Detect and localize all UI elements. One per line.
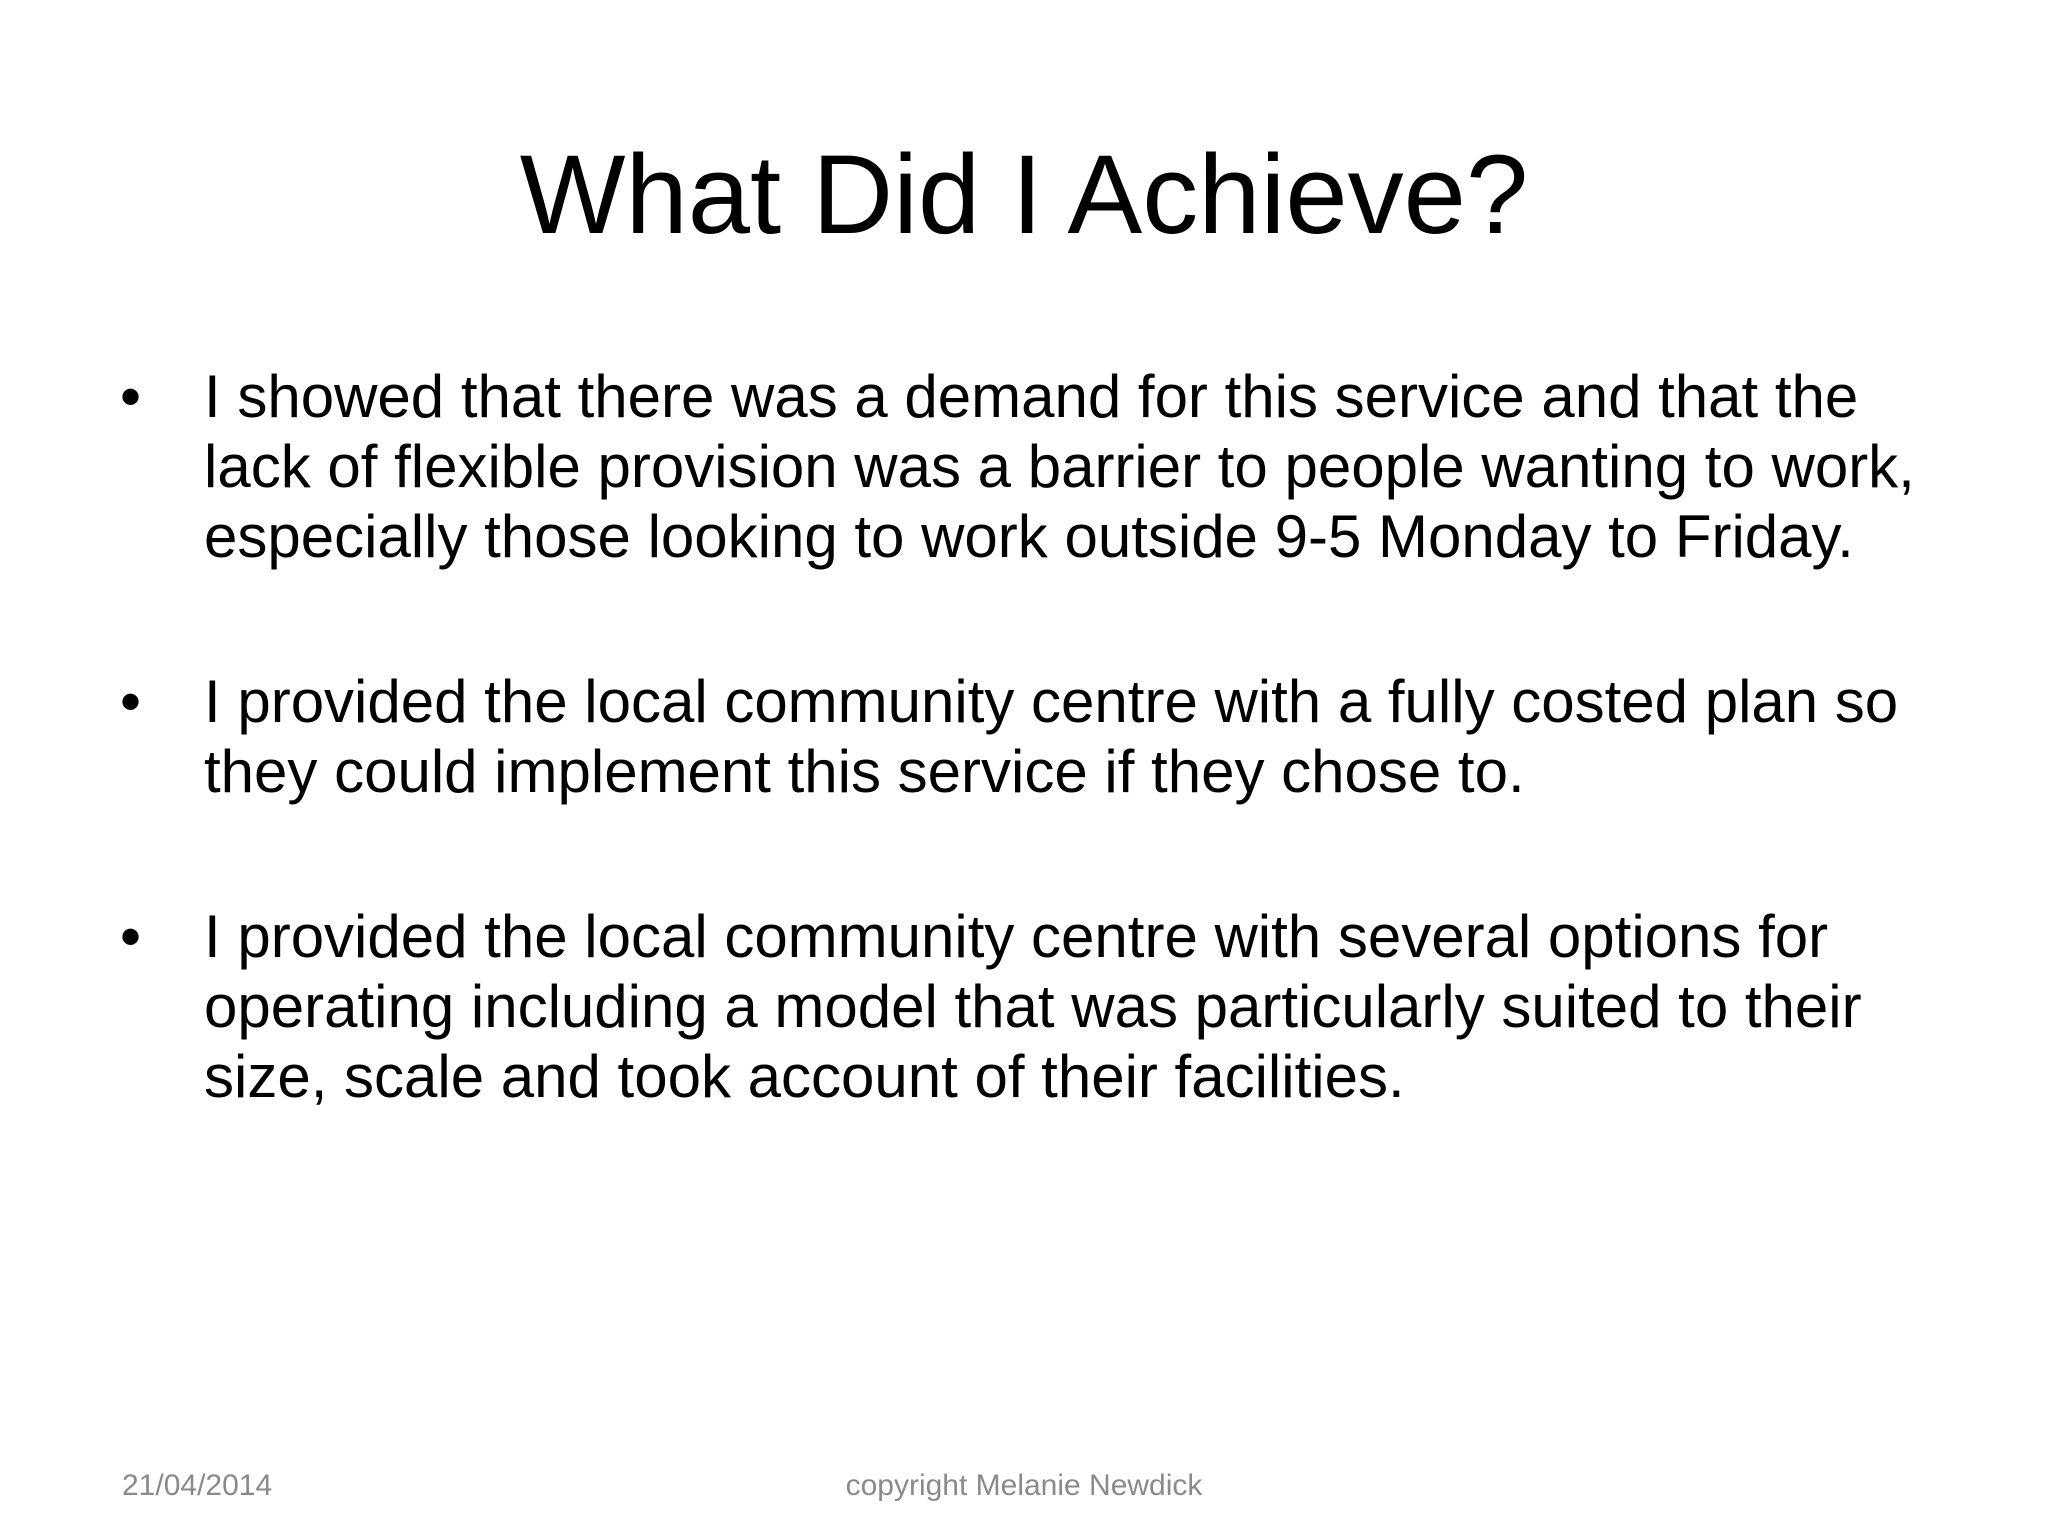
bullet-text: I provided the local community centre with a fully costed plan so they could implement this service if they chose to. xyxy=(204,668,1899,805)
bullet-item xyxy=(120,902,1950,1112)
footer-copyright: copyright Melanie Newdick xyxy=(845,1469,1203,1502)
bullet-item xyxy=(120,667,1950,807)
bullet-text: I showed that there was a demand for this service and that the lack of flexible provision was a barrier to people wanting to work, especially those looking to work outside 9-5 Monday to Friday. xyxy=(204,363,1915,570)
footer-date: 21/04/2014 xyxy=(122,1469,273,1502)
bullet-list xyxy=(120,362,1950,1112)
bullet-text: I provided the local community centre with several options for operating including a model that was particularly suited to their size, scale and took account of their facilities. xyxy=(204,903,1862,1110)
bullet-icon: • xyxy=(120,668,142,735)
slide-title: What Did I Achieve? xyxy=(519,132,1529,257)
bullet-item xyxy=(120,362,1950,572)
bullet-icon: • xyxy=(120,363,142,430)
bullet-icon: • xyxy=(120,903,142,970)
